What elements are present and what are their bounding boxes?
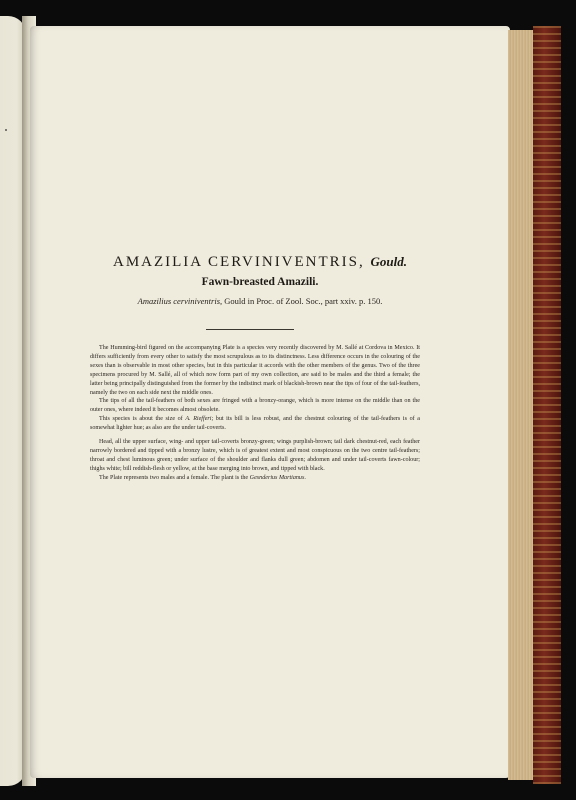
paragraph: The Humming-bird figured on the accompanying Plate is a species very recently discovered by M. Sallé at Cordova in Mexico. It differs sufficiently from every other to satisfy the most scrupulous as to its distinctness. Less difference occurs in the colouring of the sexes than is observable in most other species, but in this particular it accords with the other members of the genus. Two of the three specimens procured by M. Sallé, all of which now form part of my own collection, are said to be males and the third a female; the latter being principally distinguished from the former by the indistinct mark of blackish-brown near the tips of four of the tail-feathers, namely the two on each side next the middle ones. bbox=[90, 345, 420, 396]
page-mark bbox=[5, 129, 7, 131]
species-name: AMAZILIA CERVINIVENTRIS, bbox=[112, 254, 365, 270]
page-title bbox=[60, 254, 460, 271]
reference-line bbox=[60, 296, 460, 306]
paragraph: This species is about the size of A. Riefferi; but its bill is less robust, and the chestnut colouring of the tail-feathers is of a somewhat lighter hue; as also are the under tail-coverts. bbox=[90, 416, 420, 432]
paragraph: The tips of all the tail-feathers of both sexes are fringed with a bronzy-orange, which is more intense on the middle than on the outer ones, where indeed it becomes almost obsolete. bbox=[90, 398, 420, 414]
page-edges bbox=[508, 30, 534, 780]
common-name: Fawn-breasted Amazili. bbox=[201, 276, 319, 288]
reference-name: Amazilius cerviniventris, bbox=[137, 296, 223, 306]
paragraph: The Plate represents two males and a female. The plant is the Gesnderius Martianus. bbox=[99, 474, 306, 481]
description-text bbox=[90, 344, 420, 483]
reference-citation: Gould in Proc. of Zool. Soc., part xxiv. p. 150. bbox=[224, 296, 383, 306]
book-cover-edge bbox=[533, 26, 561, 784]
divider-rule bbox=[206, 329, 294, 330]
paragraph: Head, all the upper surface, wing- and upper tail-coverts bronzy-green; wings purplish-brown; tail dark chestnut-red, each feather narrowly bordered and tipped with a bronzy lustre, which is of greatest extent and most conspicuous on the two centre tail-feathers; throat and chest luminous green; under surface of the shoulder and flanks dull green; abdomen and under tail-coverts fawn-colour; thighs white; bill reddish-flesh or yellow, at the base merging into brown, and tipped with black. bbox=[90, 439, 420, 472]
author-name: Gould. bbox=[370, 254, 408, 269]
